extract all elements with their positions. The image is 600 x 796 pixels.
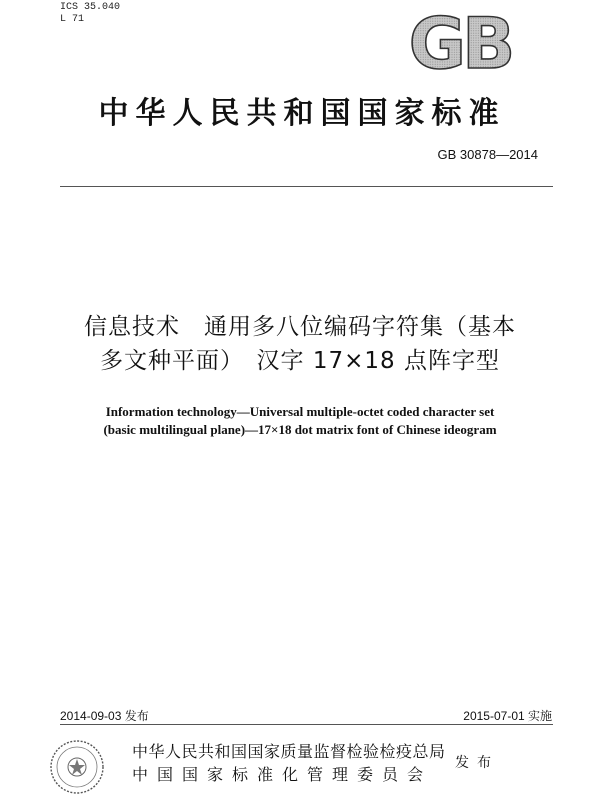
issuer-line-1: 中华人民共和国国家质量监督检验检疫总局 bbox=[132, 742, 446, 761]
english-title-line-1: Information technology—Universal multiple-octet coded character set bbox=[105, 404, 495, 419]
ics-code: ICS 35.040 bbox=[60, 2, 121, 13]
classification-codes bbox=[60, 2, 120, 26]
implementation-date: 2015-07-01 实施 bbox=[463, 709, 552, 723]
chinese-title-line-2: 多文种平面） 汉字 17×18 点阵字型 bbox=[100, 348, 500, 374]
chinese-title-line-1: 信息技术 通用多八位编码字符集（基本 bbox=[84, 314, 516, 340]
header-divider bbox=[60, 186, 553, 187]
standard-category-title: 中华人民共和国国家标准 bbox=[98, 96, 506, 131]
issuer-line-2: 中国国家标准化管理委员会 bbox=[132, 765, 433, 784]
english-title-line-2: (basic multilingual plane)—17×18 dot matrix font of Chinese ideogram bbox=[103, 422, 497, 437]
footer-divider bbox=[60, 724, 553, 725]
gb-logo bbox=[398, 8, 522, 74]
official-seal-icon bbox=[48, 738, 106, 796]
publish-label: 发布 bbox=[455, 755, 499, 771]
ccs-code: L 71 bbox=[60, 14, 85, 25]
issue-date: 2014-09-03 发布 bbox=[60, 709, 149, 723]
gb-logo-text: GB bbox=[408, 8, 512, 74]
standard-number: GB 30878—2014 bbox=[437, 147, 538, 162]
